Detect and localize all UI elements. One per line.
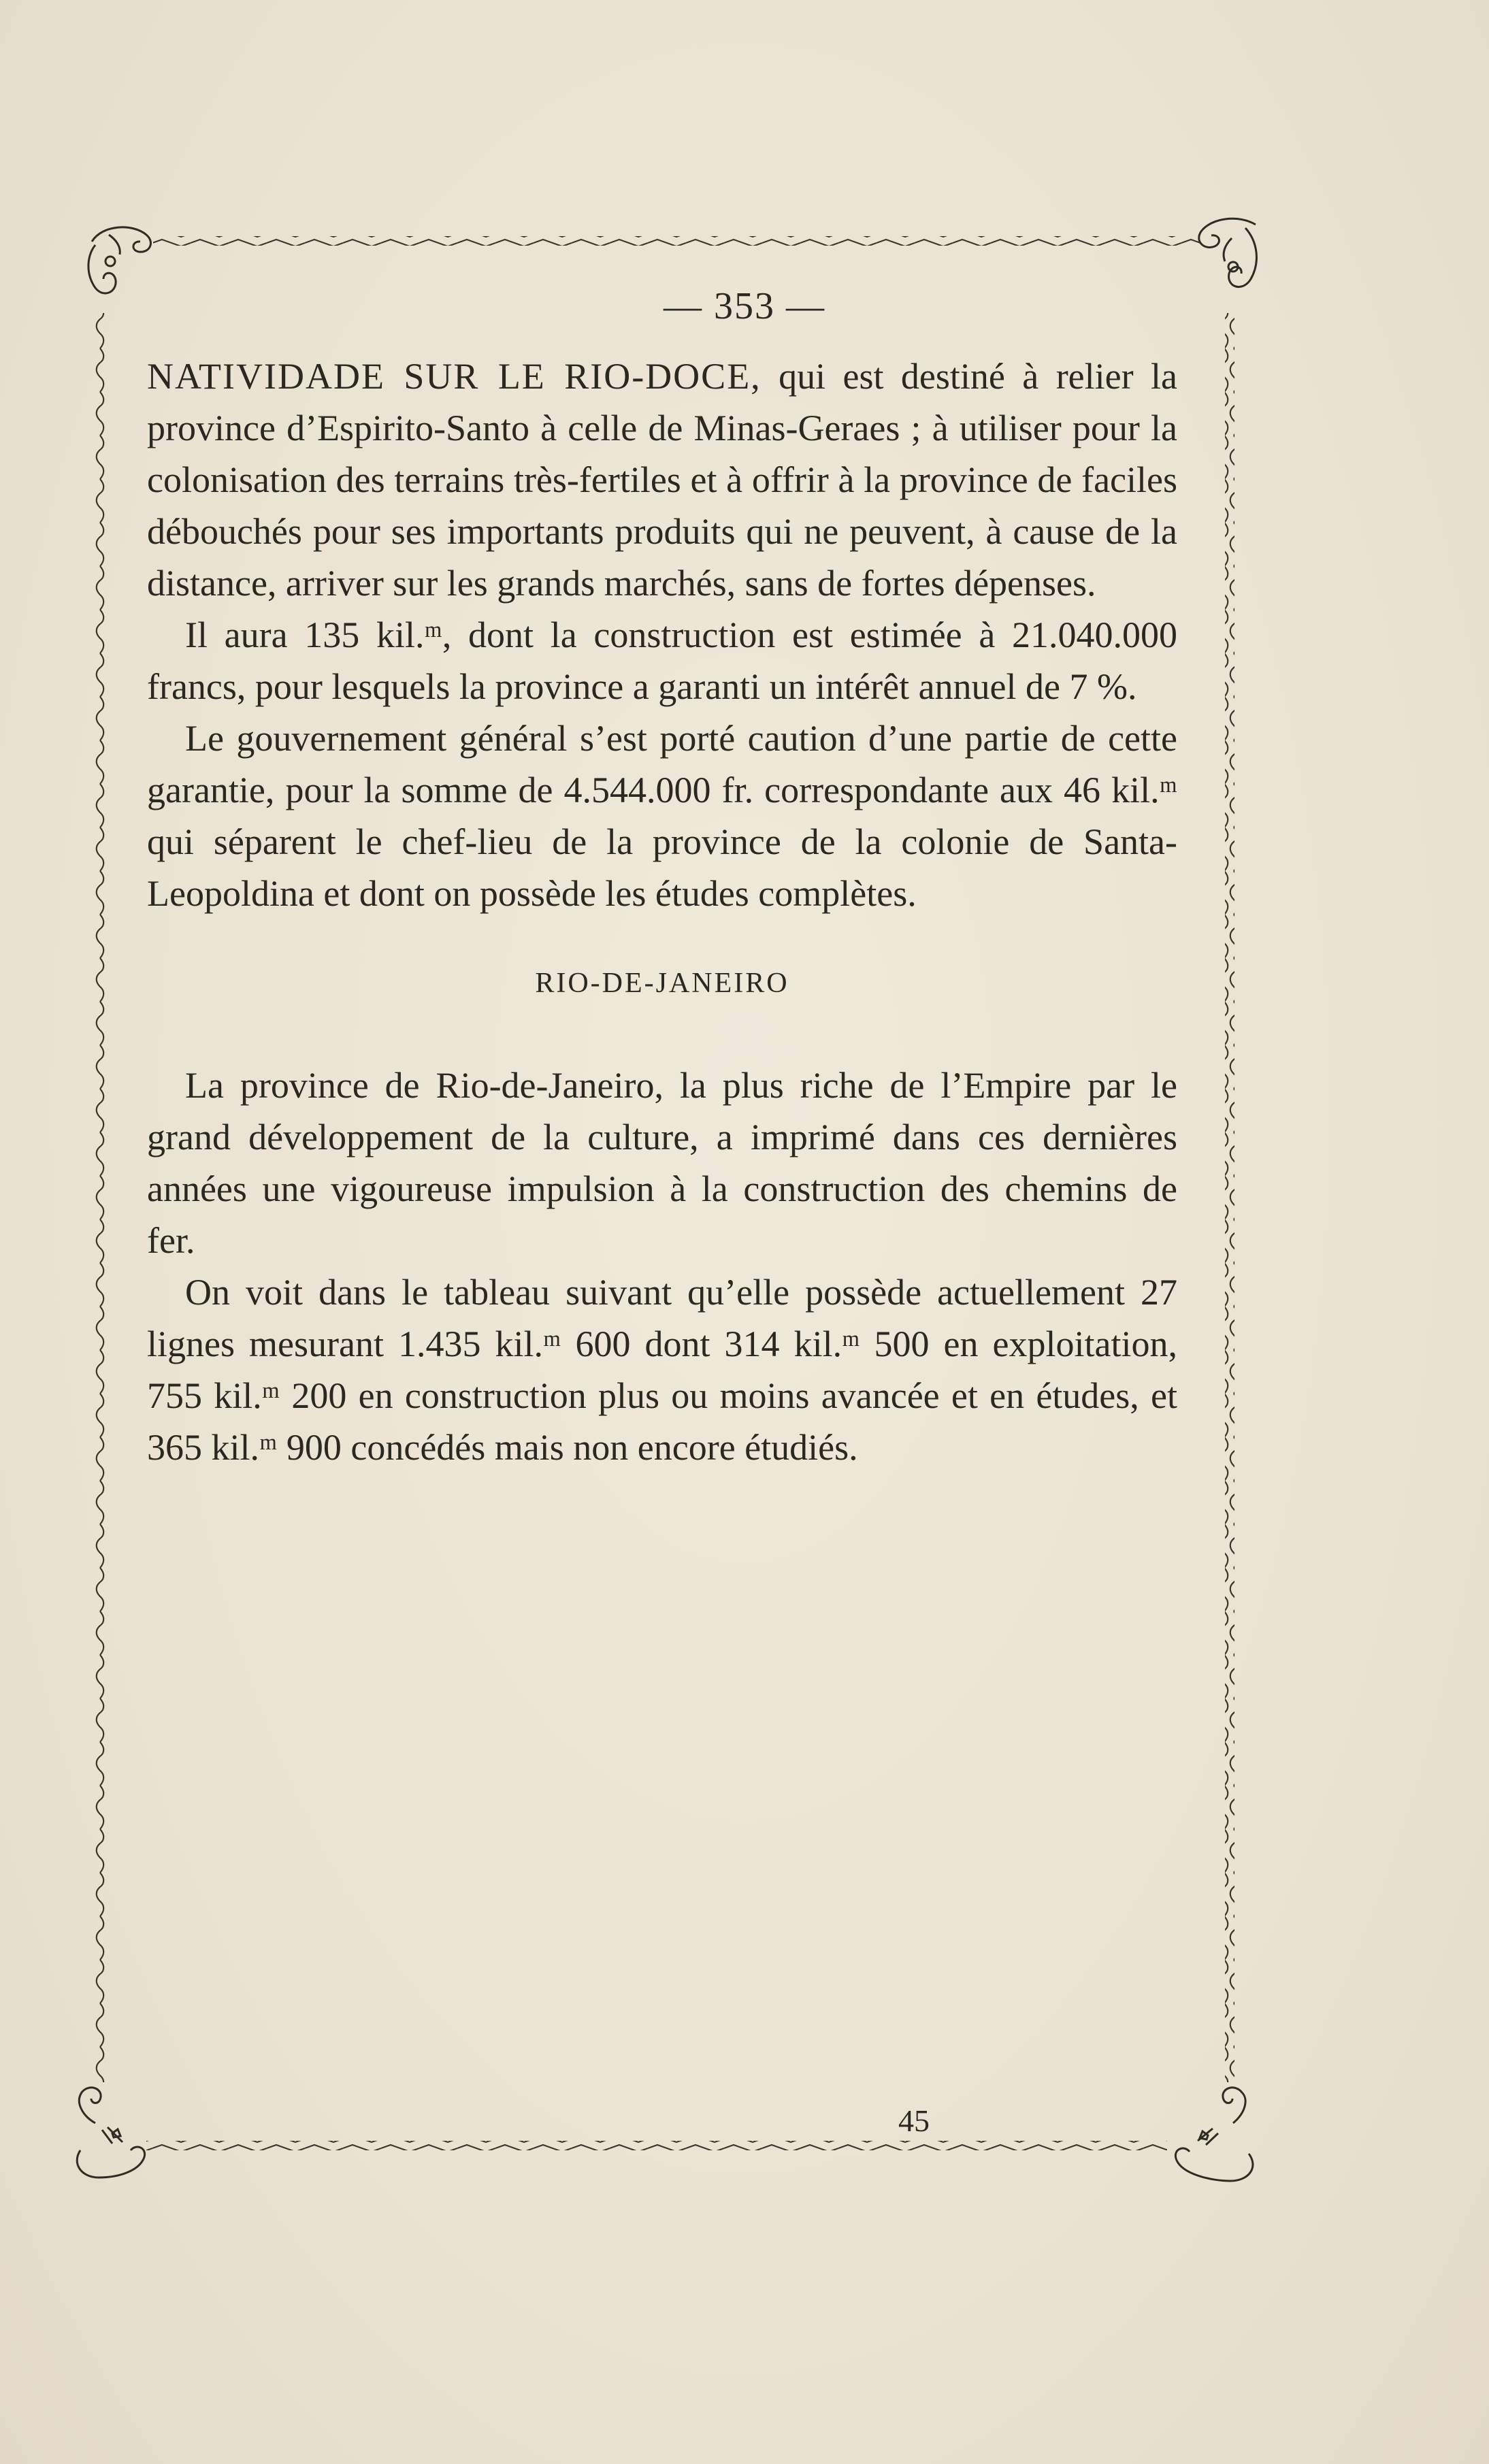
paragraph-text: qui est destiné à relier la province d’Espirito-Santo à celle de Minas-Geraes ; à utiliser pour la colonisation des terrains très-fertiles et à offrir à la province de faciles débouchés pour ses importants produits qui ne peuvent, à cause de la distance, arriver sur les grands marchés, sans de fortes dépenses.	[147, 356, 1177, 604]
paragraph-cost: Il aura 135 kil.ᵐ, dont la construction est estimée à 21.040.000 francs, pour lesquels la province a garanti un intérêt annuel de 7 %.	[147, 614, 1177, 707]
paragraph-natividade	[147, 350, 1177, 609]
ornamental-scroll-icon	[88, 227, 151, 293]
section-heading: RIO-DE-JANEIRO	[535, 968, 789, 999]
signature-mark: 45	[898, 2103, 930, 2138]
paragraph-rio-lines: On voit dans le tableau suivant qu’elle possède actuellement 27 lignes mesurant 1.435 kil.ᵐ 600 dont 314 kil.ᵐ 500 en exploitation, 755 kil.ᵐ 200 en construction plus ou moins avancée et en études, et 365 kil.ᵐ 900 concédés mais non encore étudiés.	[147, 1272, 1177, 1468]
page-number: — 353 —	[664, 285, 825, 327]
main-text	[147, 350, 1177, 1473]
ornamental-scroll-icon	[77, 2088, 144, 2178]
paragraph-guarantee: Le gouvernement général s’est porté caution d’une partie de cette garantie, pour la somme de 4.544.000 fr. correspondante aux 46 kil.ᵐ qui séparent le chef-lieu de la province de la colonie de Santa-Leopoldina et dont on possède les études complètes.	[147, 718, 1177, 914]
ornamental-scroll-icon	[1199, 218, 1257, 286]
ornamental-scroll-icon	[1175, 2088, 1253, 2181]
paragraph-rio-intro: La province de Rio-de-Janeiro, la plus riche de l’Empire par le grand développement de la culture, a imprimé dans ces dernières années une vigoureuse impulsion à la construction des chemins de fer.	[147, 1065, 1177, 1261]
section-lead: NATIVIDADE SUR LE RIO-DOCE,	[147, 356, 762, 397]
